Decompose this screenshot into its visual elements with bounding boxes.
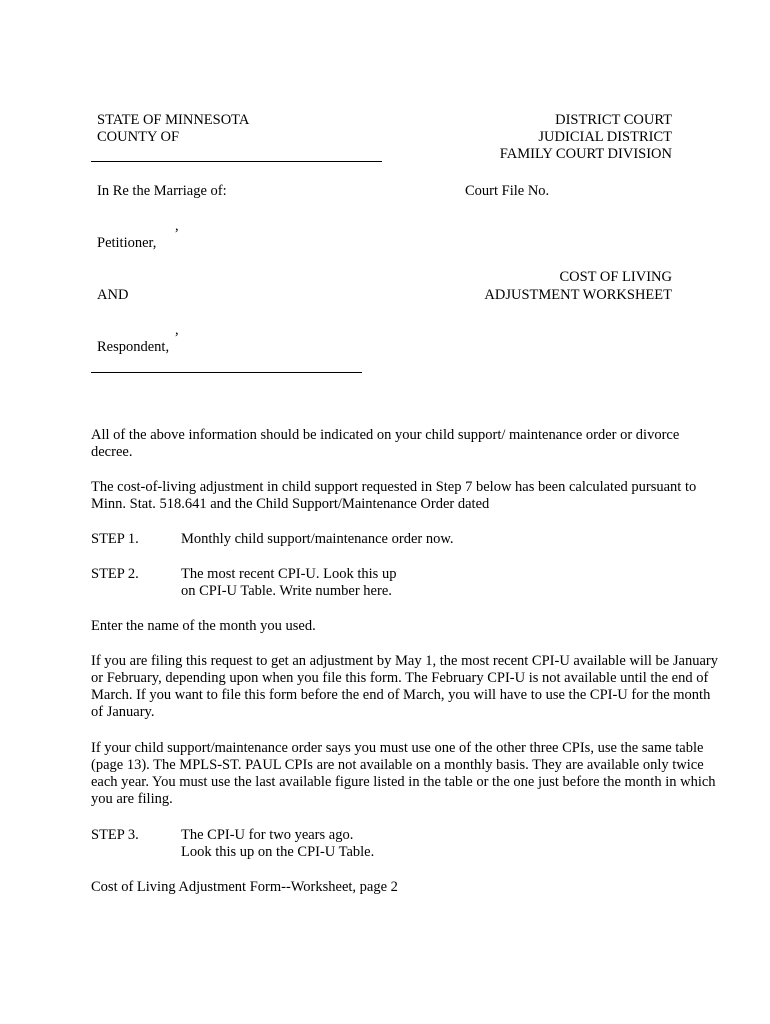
step3-text-line2: Look this up on the CPI-U Table. xyxy=(181,844,375,860)
header-divider xyxy=(91,161,382,162)
respondent-label: Respondent, xyxy=(97,339,170,355)
state-label: STATE OF MINNESOTA xyxy=(97,112,250,128)
petitioner-comma: , xyxy=(175,218,179,234)
step1-text: Monthly child support/maintenance order now. xyxy=(181,531,454,547)
filing-paragraph: If you are filing this request to get an adjustment by May 1, the most recent CPI-U available will be January or February, depending upon when you file this form. The February CPI-U is not available until the end of March. If you want to file this form before the end of March, you will have to use the CPI-U for the month of January. xyxy=(91,653,718,720)
caption-divider xyxy=(91,372,362,373)
division-label: FAMILY COURT DIVISION xyxy=(499,146,672,162)
step2-text-line2: on CPI-U Table. Write number here. xyxy=(181,583,392,599)
step1-label: STEP 1. xyxy=(91,531,139,547)
and-label: AND xyxy=(97,287,129,303)
worksheet-title-line2: ADJUSTMENT WORKSHEET xyxy=(484,287,672,303)
intro-paragraph: All of the above information should be indicated on your child support/ maintenance order or divorce decree. xyxy=(91,427,680,460)
worksheet-title-line1: COST OF LIVING xyxy=(559,269,672,285)
district-label: JUDICIAL DISTRICT xyxy=(538,129,672,145)
marriage-caption: In Re the Marriage of: xyxy=(97,183,227,199)
respondent-comma: , xyxy=(175,322,179,338)
step3-text-line1: The CPI-U for two years ago. xyxy=(181,827,354,843)
step2-text-line1: The most recent CPI-U. Look this up xyxy=(181,566,397,582)
county-label: COUNTY OF xyxy=(97,129,180,145)
other-cpis-paragraph: If your child support/maintenance order says you must use one of the other three CPIs, use the same table (page 13). The MPLS-ST. PAUL CPIs are not available on a monthly basis. They are available only twice each year. You must use the last available figure listed in the table or the one just before the month in which you are filing. xyxy=(91,740,716,807)
step3-label: STEP 3. xyxy=(91,827,139,843)
court-label: DISTRICT COURT xyxy=(555,112,672,128)
month-instruction: Enter the name of the month you used. xyxy=(91,618,316,634)
step2-label: STEP 2. xyxy=(91,566,139,582)
calculation-paragraph: The cost-of-living adjustment in child support requested in Step 7 below has been calculated pursuant to Minn. Stat. 518.641 and the Child Support/Maintenance Order dated xyxy=(91,479,697,512)
court-file-number-label: Court File No. xyxy=(465,183,550,199)
petitioner-label: Petitioner, xyxy=(97,235,157,251)
page-footer: Cost of Living Adjustment Form--Worksheet, page 2 xyxy=(91,879,398,895)
